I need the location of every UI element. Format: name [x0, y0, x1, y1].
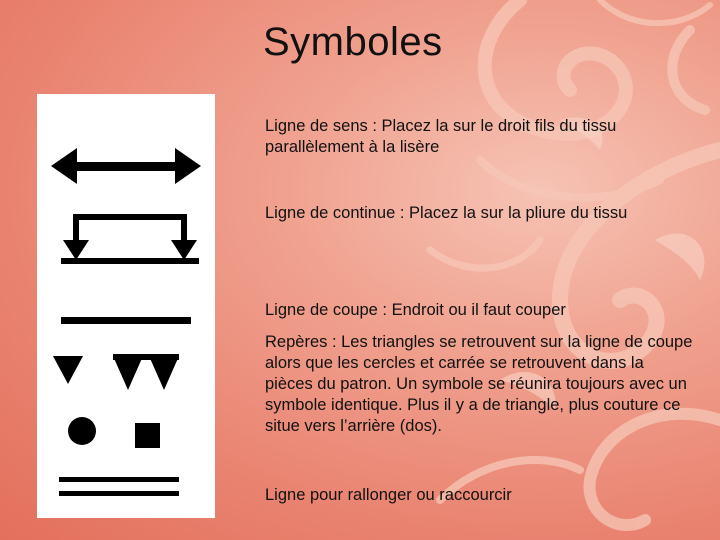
grainline-double-arrow-icon: [51, 148, 201, 184]
symbol-panel: [37, 94, 215, 518]
square-marker-icon: [135, 423, 160, 448]
item-grainline-text: Ligne de sens : Placez la sur le droit fils du tissu parallèlement à la lisère: [265, 117, 617, 156]
slide-title: Symboles: [263, 20, 443, 64]
lengthen-shorten-lines-icon: [59, 477, 179, 496]
item-markers-text: Repères : Les triangles se retrouvent sur la ligne de coupe alors que les cercles et carrée se retrouvent dans la pièces du patron. Un symbole se réunira toujours avec un symbole identique. Plus il y a de triangle, plus couture ce situe vers l’arrière (dos).: [265, 333, 693, 435]
single-notch-triangle-icon: [53, 356, 83, 384]
item-cutting-line-text: Ligne de coupe : Endroit ou il faut couper: [265, 301, 566, 319]
item-fold-line-text: Ligne de continue : Placez la sur la pliure du tissu: [265, 204, 628, 222]
item-lengthen-text: Ligne pour rallonger ou raccourcir: [265, 486, 512, 504]
cutting-line-icon: [61, 317, 191, 324]
double-notch-triangle-icon: [113, 354, 179, 390]
fold-line-bracket-icon: [61, 214, 199, 264]
circle-marker-icon: [68, 417, 96, 445]
